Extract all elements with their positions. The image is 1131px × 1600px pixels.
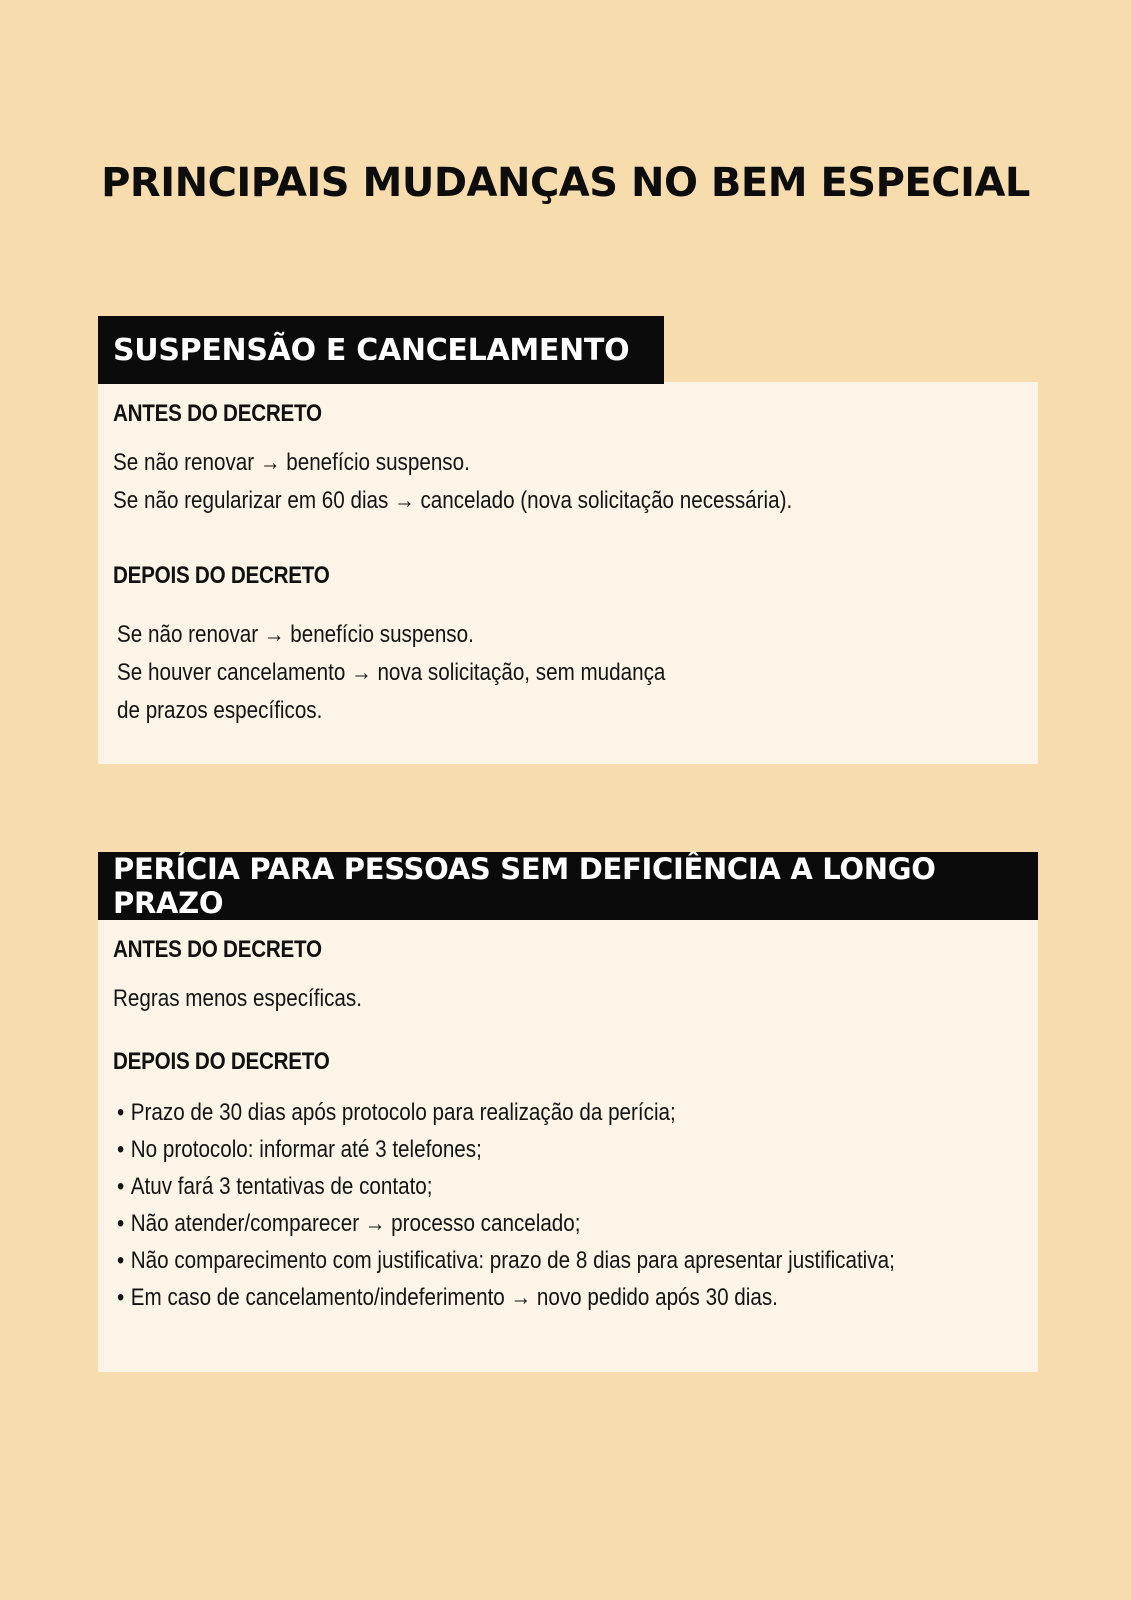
list-item: • Não comparecimento com justificativa: prazo de 8 dias para apresentar justificativa;	[117, 1242, 895, 1279]
list-item: • Prazo de 30 dias após protocolo para realização da perícia;	[117, 1094, 895, 1131]
after-line: Se não renovar → benefício suspenso.	[117, 621, 474, 648]
section-header-suspensao: SUSPENSÃO E CANCELAMENTO	[98, 316, 664, 384]
after-line: de prazos específicos.	[117, 697, 323, 724]
before-label: ANTES DO DECRETO	[113, 936, 322, 963]
section-header-pericia: PERÍCIA PARA PESSOAS SEM DEFICIÊNCIA A LONGO PRAZO	[98, 852, 1038, 920]
after-label: DEPOIS DO DECRETO	[113, 562, 330, 589]
after-label: DEPOIS DO DECRETO	[113, 1048, 330, 1075]
after-bullet-list	[117, 1094, 1021, 1316]
list-item: • No protocolo: informar até 3 telefones;	[117, 1131, 895, 1168]
before-line: Se não renovar → benefício suspenso.	[113, 449, 470, 476]
before-label: ANTES DO DECRETO	[113, 400, 322, 427]
list-item: • Em caso de cancelamento/indeferimento → novo pedido após 30 dias.	[117, 1279, 895, 1316]
before-line: Se não regularizar em 60 dias → cancelado (nova solicitação necessária).	[113, 487, 793, 514]
page-title: PRINCIPAIS MUDANÇAS NO BEM ESPECIAL	[101, 160, 1030, 206]
list-item: • Não atender/comparecer → processo cancelado;	[117, 1205, 895, 1242]
list-item: • Atuv fará 3 tentativas de contato;	[117, 1168, 895, 1205]
after-line: Se houver cancelamento → nova solicitação, sem mudança	[117, 659, 666, 686]
before-line: Regras menos específicas.	[113, 985, 362, 1012]
